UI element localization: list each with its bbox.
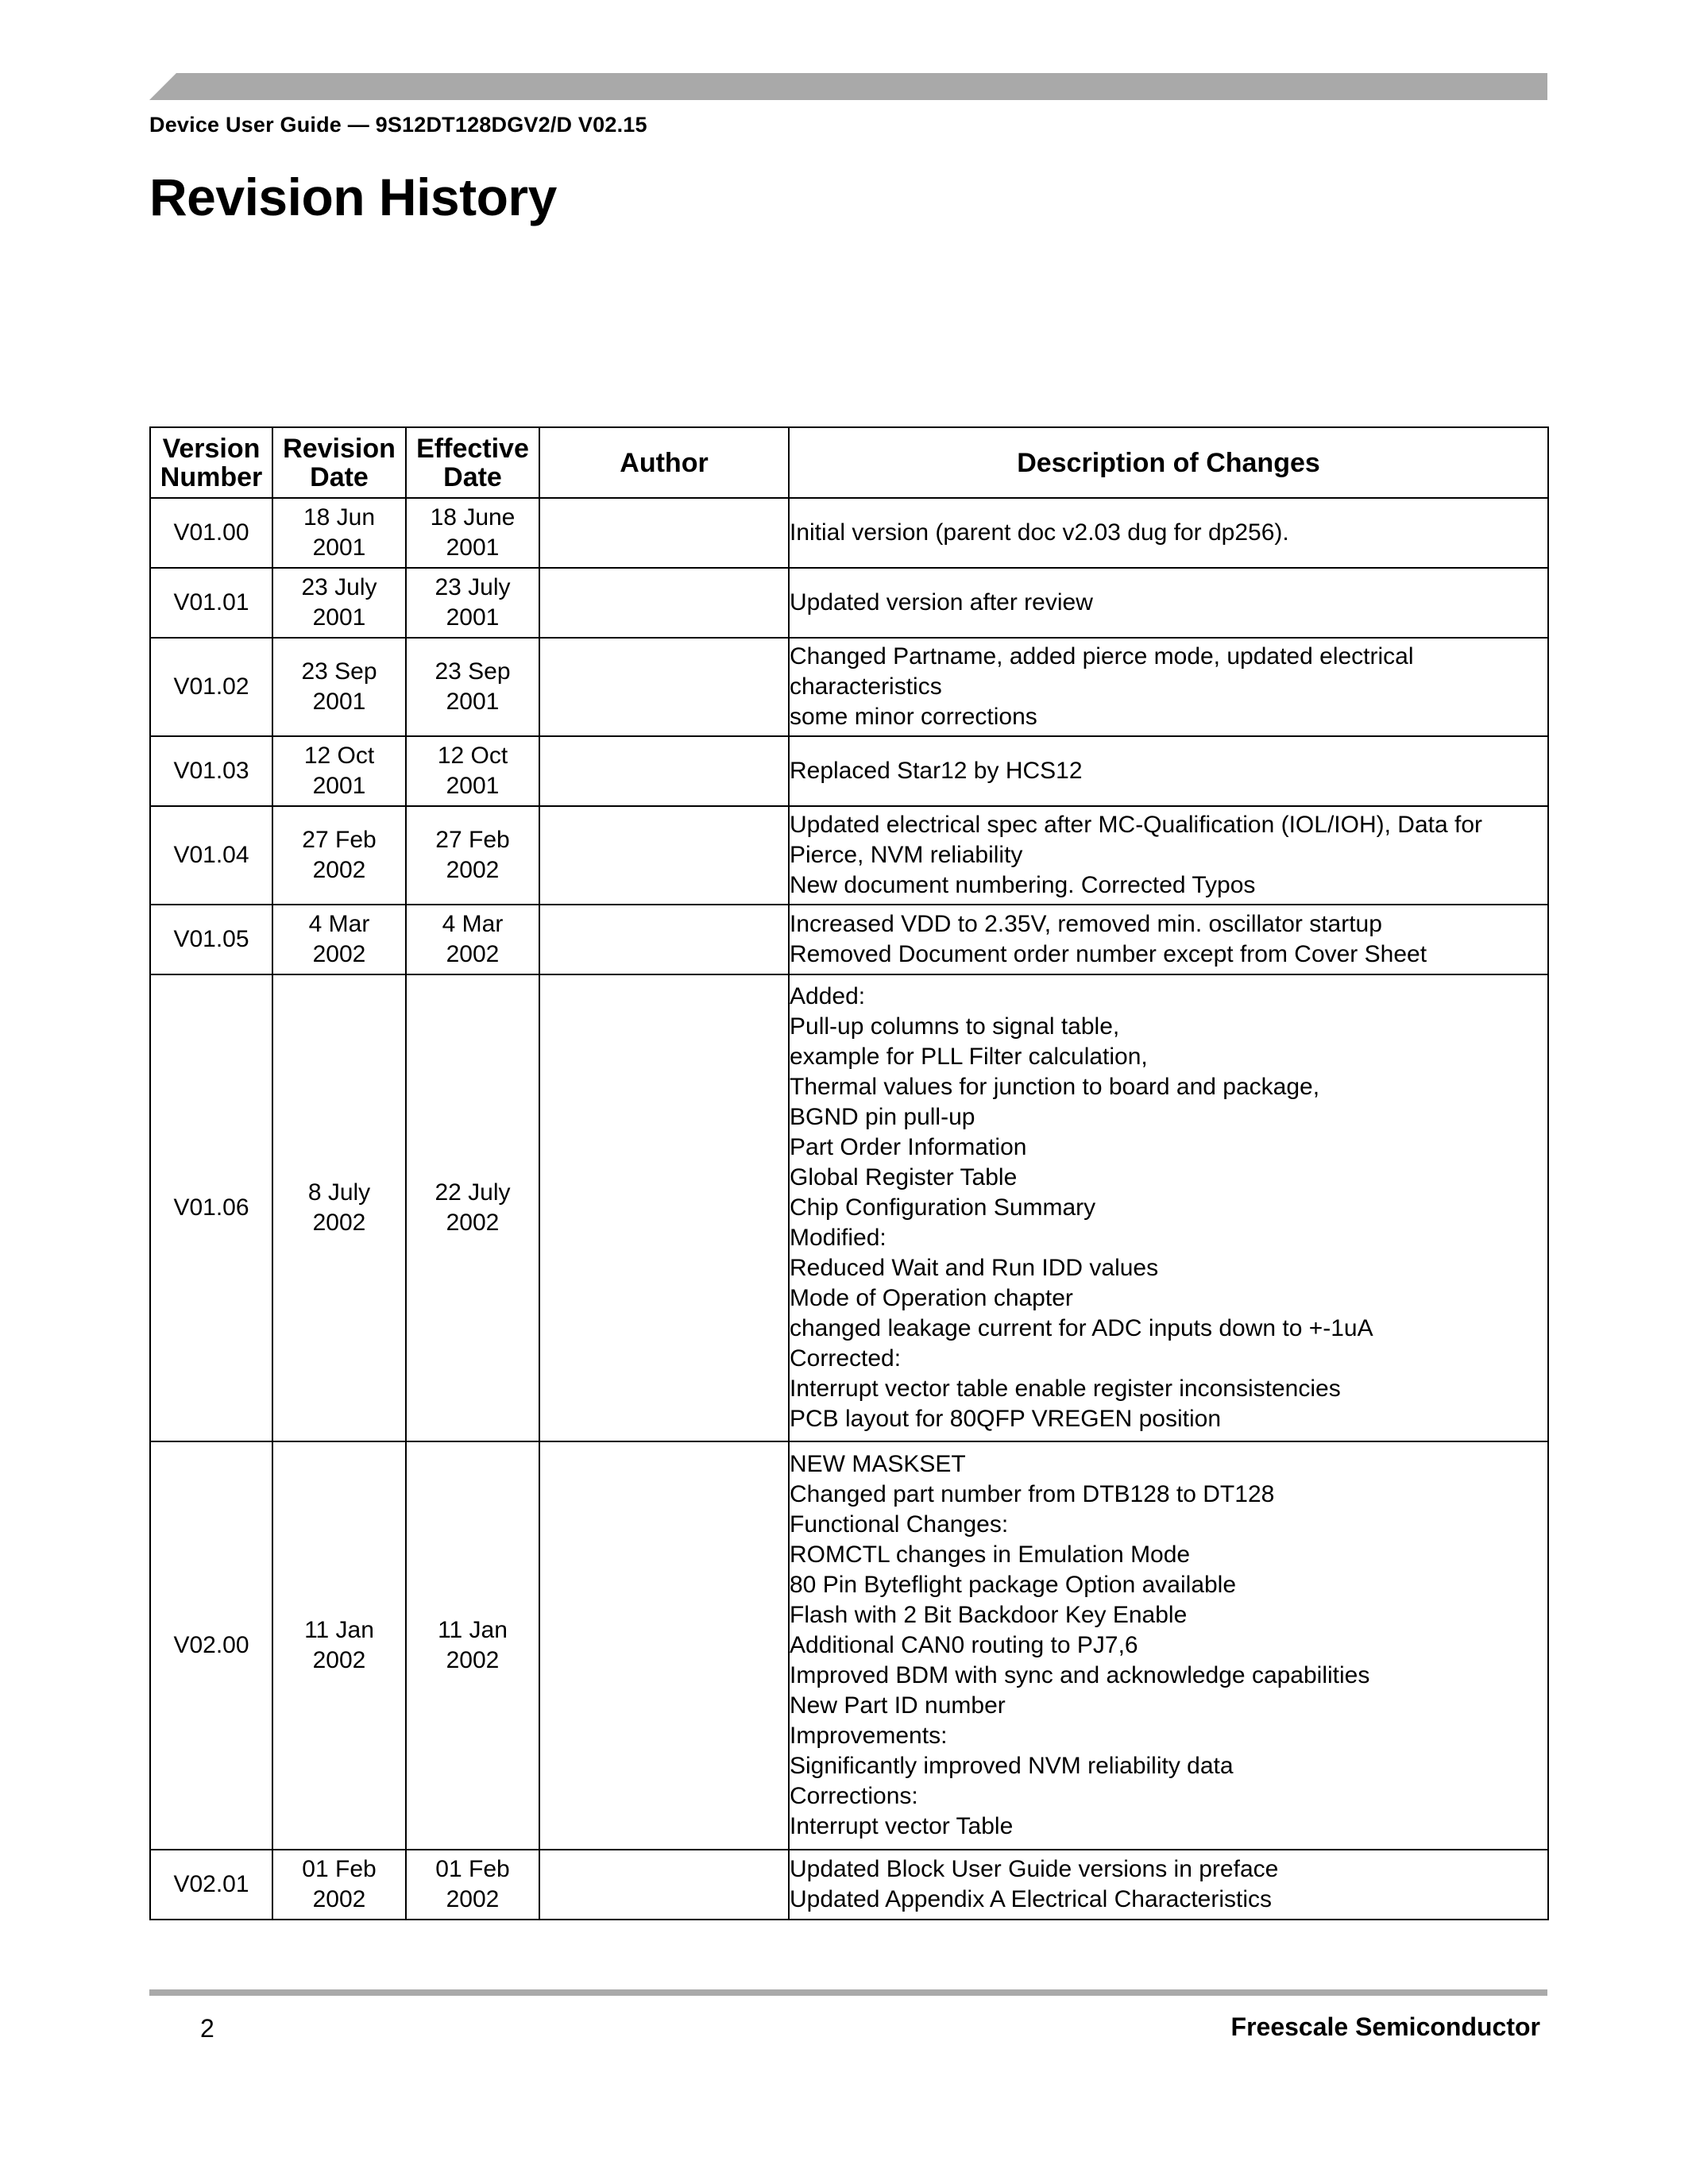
effective-date-cell bbox=[406, 974, 539, 1441]
effective-date-line: 22 July bbox=[435, 1179, 511, 1206]
effective-date-line: 2001 bbox=[446, 604, 500, 631]
version-number: V01.02 bbox=[173, 673, 249, 700]
version-number: V01.04 bbox=[173, 842, 249, 868]
author-cell bbox=[539, 498, 789, 568]
table-row bbox=[150, 568, 1548, 638]
description-line: New Part ID number bbox=[790, 1692, 1006, 1719]
description-line: New document numbering. Corrected Typos bbox=[790, 872, 1256, 898]
description-line: PCB layout for 80QFP VREGEN position bbox=[790, 1406, 1222, 1432]
description-line: Reduced Wait and Run IDD values bbox=[790, 1255, 1159, 1281]
revision-date-line: 11 Jan bbox=[304, 1617, 374, 1643]
description-line: Pierce, NVM reliability bbox=[790, 842, 1023, 868]
revision-date-cell bbox=[272, 736, 406, 806]
table-row bbox=[150, 498, 1548, 568]
revision-date-line: 23 July bbox=[301, 574, 377, 600]
effective-date-line: 23 Sep bbox=[435, 658, 511, 685]
version-cell bbox=[150, 974, 272, 1441]
header-decorative-bar bbox=[149, 73, 1547, 100]
version-number: V02.00 bbox=[173, 1632, 249, 1658]
description-line: example for PLL Filter calculation, bbox=[790, 1044, 1148, 1070]
author-cell bbox=[539, 974, 789, 1441]
revision-date-line: 27 Feb bbox=[302, 827, 377, 853]
description-line: Interrupt vector table enable register inconsistencies bbox=[790, 1376, 1341, 1402]
table-row bbox=[150, 1850, 1548, 1920]
version-number: V01.00 bbox=[173, 519, 249, 546]
page-title: Revision History bbox=[149, 168, 557, 226]
revision-date-cell bbox=[272, 568, 406, 638]
description-cell bbox=[789, 568, 1548, 638]
version-cell bbox=[150, 1441, 272, 1850]
revision-date-line: 2001 bbox=[312, 773, 366, 799]
effective-date-line: 2002 bbox=[446, 1210, 500, 1236]
description-line: Additional CAN0 routing to PJ7,6 bbox=[790, 1632, 1138, 1658]
effective-date-cell bbox=[406, 905, 539, 974]
revision-date-line: 4 Mar bbox=[308, 911, 370, 937]
effective-date-line: 11 Jan bbox=[438, 1617, 508, 1643]
description-line: changed leakage current for ADC inputs down to +-1uA bbox=[790, 1315, 1373, 1341]
effective-date-line: 01 Feb bbox=[435, 1856, 510, 1882]
version-number: V01.05 bbox=[173, 926, 249, 952]
revision-date-cell bbox=[272, 638, 406, 736]
description-line: Thermal values for junction to board and package, bbox=[790, 1074, 1320, 1100]
version-number: V01.01 bbox=[173, 589, 249, 615]
description-line: Flash with 2 Bit Backdoor Key Enable bbox=[790, 1602, 1188, 1628]
description-line: Global Register Table bbox=[790, 1164, 1018, 1190]
version-number: V01.03 bbox=[173, 758, 249, 784]
description-cell bbox=[789, 974, 1548, 1441]
revision-date-cell bbox=[272, 1441, 406, 1850]
description-line: NEW MASKSET bbox=[790, 1451, 966, 1477]
revision-date-line: 18 Jun bbox=[303, 504, 376, 531]
effective-date-line: 4 Mar bbox=[442, 911, 504, 937]
effective-date-line: 2002 bbox=[446, 1647, 500, 1673]
description-line: Updated Block User Guide versions in preface bbox=[790, 1856, 1279, 1882]
revision-date-line: 2001 bbox=[312, 534, 366, 561]
description-cell bbox=[789, 806, 1548, 905]
description-line: Replaced Star12 by HCS12 bbox=[790, 758, 1083, 784]
effective-date-cell bbox=[406, 1441, 539, 1850]
revision-date-line: 2001 bbox=[312, 689, 366, 715]
description-line: Increased VDD to 2.35V, removed min. oscillator startup bbox=[790, 911, 1382, 937]
revision-date-line: 2001 bbox=[312, 604, 366, 631]
author-cell bbox=[539, 638, 789, 736]
column-header-author: Author bbox=[539, 427, 789, 498]
description-line: Chip Configuration Summary bbox=[790, 1194, 1096, 1221]
effective-date-cell bbox=[406, 1850, 539, 1920]
revision-date-line: 2002 bbox=[312, 1886, 366, 1912]
effective-date-line: 2002 bbox=[446, 941, 500, 967]
description-line: Functional Changes: bbox=[790, 1511, 1009, 1538]
description-cell bbox=[789, 498, 1548, 568]
description-line: Changed Partname, added pierce mode, updated electrical bbox=[790, 643, 1414, 669]
version-cell bbox=[150, 568, 272, 638]
author-cell bbox=[539, 1441, 789, 1850]
description-line: Part Order Information bbox=[790, 1134, 1027, 1160]
description-line: some minor corrections bbox=[790, 704, 1037, 730]
revision-date-line: 2002 bbox=[312, 857, 366, 883]
version-cell bbox=[150, 1850, 272, 1920]
author-cell bbox=[539, 568, 789, 638]
table-body bbox=[150, 498, 1548, 1920]
description-line: Improvements: bbox=[790, 1723, 948, 1749]
effective-date-cell bbox=[406, 498, 539, 568]
description-line: Corrections: bbox=[790, 1783, 918, 1809]
description-line: characteristics bbox=[790, 673, 942, 700]
description-line: Corrected: bbox=[790, 1345, 902, 1372]
description-line: Updated Appendix A Electrical Characteristics bbox=[790, 1886, 1272, 1912]
revision-date-cell bbox=[272, 806, 406, 905]
effective-date-line: 27 Feb bbox=[435, 827, 510, 853]
author-cell bbox=[539, 736, 789, 806]
effective-date-cell bbox=[406, 568, 539, 638]
description-cell bbox=[789, 638, 1548, 736]
column-header-effective-date: Effective Date bbox=[406, 427, 539, 498]
description-line: Added: bbox=[790, 983, 866, 1009]
footer-rule bbox=[149, 1989, 1547, 1996]
effective-date-cell bbox=[406, 736, 539, 806]
description-line: ROMCTL changes in Emulation Mode bbox=[790, 1542, 1191, 1568]
page-number: 2 bbox=[200, 2014, 214, 2043]
table-row bbox=[150, 806, 1548, 905]
revision-date-line: 2002 bbox=[312, 1647, 366, 1673]
revision-date-cell bbox=[272, 974, 406, 1441]
author-cell bbox=[539, 905, 789, 974]
effective-date-cell bbox=[406, 806, 539, 905]
author-cell bbox=[539, 806, 789, 905]
revision-history-table bbox=[149, 426, 1549, 1920]
version-cell bbox=[150, 638, 272, 736]
description-cell bbox=[789, 736, 1548, 806]
description-line: BGND pin pull-up bbox=[790, 1104, 975, 1130]
footer-company-name: Freescale Semiconductor bbox=[1230, 2012, 1540, 2041]
revision-date-line: 2002 bbox=[312, 941, 366, 967]
effective-date-cell bbox=[406, 638, 539, 736]
description-cell bbox=[789, 905, 1548, 974]
version-cell bbox=[150, 806, 272, 905]
table-header-row bbox=[150, 427, 1548, 498]
effective-date-line: 2002 bbox=[446, 857, 500, 883]
revision-date-cell bbox=[272, 905, 406, 974]
description-cell bbox=[789, 1441, 1548, 1850]
version-cell bbox=[150, 905, 272, 974]
revision-date-line: 01 Feb bbox=[302, 1856, 377, 1882]
effective-date-line: 2001 bbox=[446, 534, 500, 561]
table-row bbox=[150, 974, 1548, 1441]
author-cell bbox=[539, 1850, 789, 1920]
description-line: Significantly improved NVM reliability data bbox=[790, 1753, 1234, 1779]
effective-date-line: 2001 bbox=[446, 689, 500, 715]
description-cell bbox=[789, 1850, 1548, 1920]
description-line: Mode of Operation chapter bbox=[790, 1285, 1073, 1311]
column-header-description: Description of Changes bbox=[789, 427, 1548, 498]
table-row bbox=[150, 736, 1548, 806]
description-line: Updated version after review bbox=[790, 589, 1093, 615]
description-line: 80 Pin Byteflight package Option available bbox=[790, 1572, 1237, 1598]
revision-date-cell bbox=[272, 1850, 406, 1920]
description-line: Removed Document order number except from Cover Sheet bbox=[790, 941, 1427, 967]
revision-date-line: 12 Oct bbox=[303, 743, 375, 769]
description-line: Updated electrical spec after MC-Qualification (IOL/IOH), Data for bbox=[790, 812, 1482, 838]
revision-date-line: 2002 bbox=[312, 1210, 366, 1236]
table-row bbox=[150, 1441, 1548, 1850]
effective-date-line: 23 July bbox=[435, 574, 511, 600]
description-line: Initial version (parent doc v2.03 dug for dp256). bbox=[790, 519, 1289, 546]
table-row bbox=[150, 905, 1548, 974]
table-row bbox=[150, 638, 1548, 736]
revision-date-line: 8 July bbox=[307, 1179, 371, 1206]
effective-date-line: 2001 bbox=[446, 773, 500, 799]
effective-date-line: 2002 bbox=[446, 1886, 500, 1912]
column-header-version: Version Number bbox=[150, 427, 272, 498]
version-cell bbox=[150, 736, 272, 806]
effective-date-line: 12 Oct bbox=[437, 743, 508, 769]
version-number: V02.01 bbox=[173, 1871, 249, 1897]
column-header-revision-date: Revision Date bbox=[272, 427, 406, 498]
revision-date-cell bbox=[272, 498, 406, 568]
version-number: V01.06 bbox=[173, 1194, 249, 1221]
description-line: Pull-up columns to signal table, bbox=[790, 1013, 1120, 1040]
description-line: Interrupt vector Table bbox=[790, 1813, 1014, 1839]
revision-date-line: 23 Sep bbox=[301, 658, 377, 685]
effective-date-line: 18 June bbox=[430, 504, 516, 531]
version-cell bbox=[150, 498, 272, 568]
description-line: Changed part number from DTB128 to DT128 bbox=[790, 1481, 1275, 1507]
description-line: Improved BDM with sync and acknowledge capabilities bbox=[790, 1662, 1370, 1688]
description-line: Modified: bbox=[790, 1225, 886, 1251]
document-header: Device User Guide — 9S12DT128DGV2/D V02.15 bbox=[149, 113, 647, 137]
